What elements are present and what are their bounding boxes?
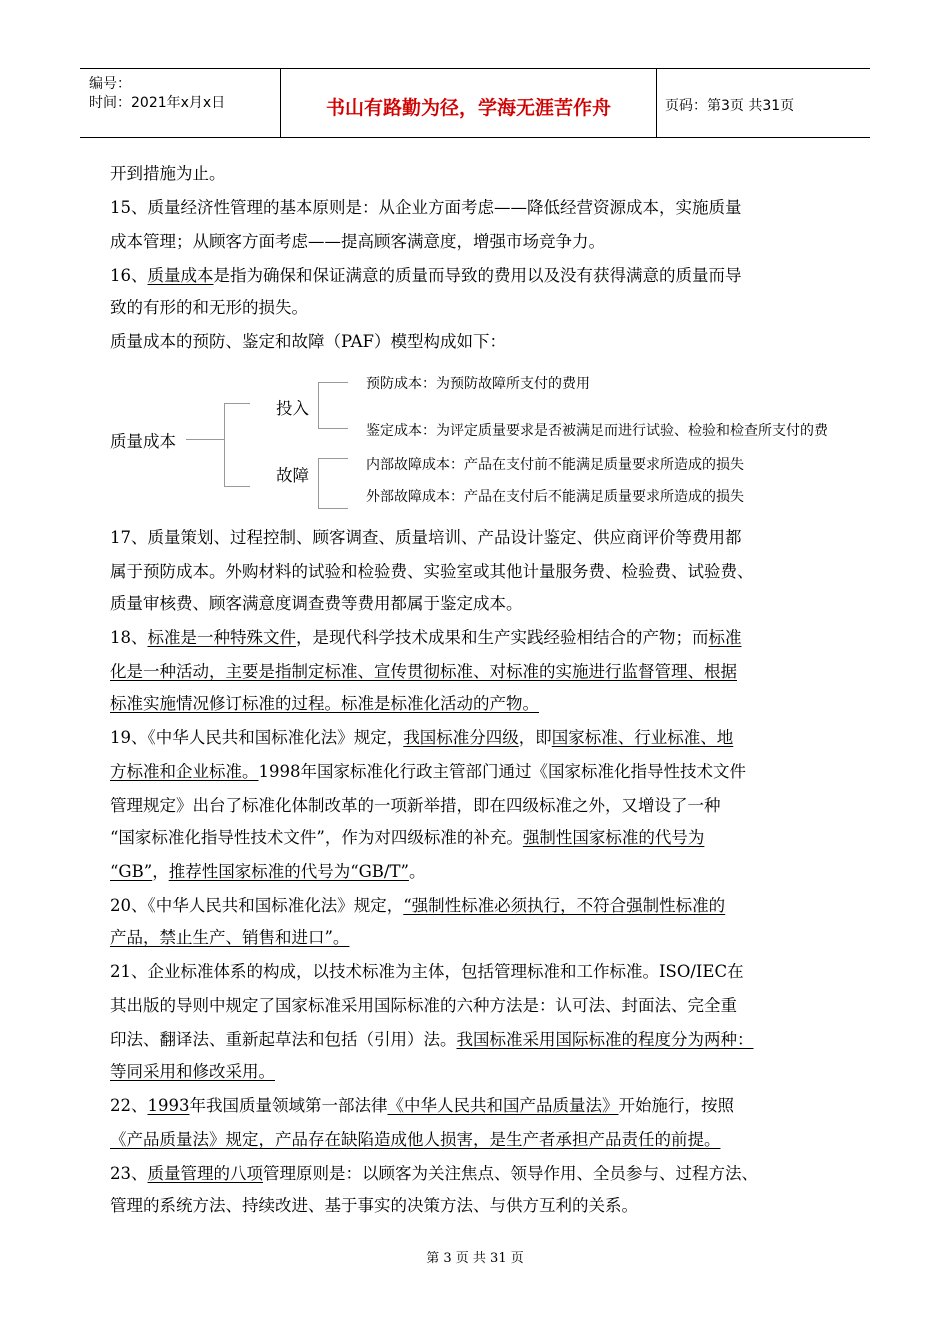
text-line: 产品，禁止生产、销售和进口”。 [110, 928, 350, 947]
text-line: 属于预防成本。外购材料的试验和检验费、实验室或其他计量服务费、检验费、试验费、 [110, 562, 754, 581]
term-mandatory-code: 强制性国家标准的代号为 [522, 828, 705, 847]
text-line: 17、质量策划、过程控制、顾客调查、质量培训、产品设计鉴定、供应商评价等费用都 [110, 528, 742, 547]
diagram-connector [224, 403, 250, 404]
text-line: 化是一种活动，主要是指制定标准、宣传贯彻标准、对标准的实施进行监督管理、根据 [110, 662, 737, 681]
text-line [110, 862, 425, 882]
term-quality-cost: 质量成本 [147, 266, 214, 285]
diagram-leaf-prevention: 预防成本：为预防故障所支付的费用 [366, 376, 590, 392]
term-adoption-degree: 我国标准采用国际标准的程度分为两种： [456, 1030, 754, 1049]
page-label: 页码：第3页 共31页 [665, 98, 795, 114]
text-line [110, 1096, 734, 1116]
number-label: 编号： [89, 76, 131, 92]
diagram-connector [186, 439, 224, 440]
text-line: 成本管理；从顾客方面考虑——提高顾客满意度，增强市场竞争力。 [110, 232, 605, 251]
text-segment: 管理原则是：以顾客为关注焦点、领导作用、全员参与、过程方法、 [263, 1164, 758, 1183]
diagram-connector [318, 428, 348, 429]
diagram-connector [318, 458, 348, 459]
text-segment: “国家标准化指导性技术文件”，作为对四级标准的补充。 [110, 828, 523, 847]
text-segment: 1998年国家标准化行政主管部门通过《国家标准化指导性技术文件 [258, 762, 746, 781]
text-segment: 是指为确保和保证满意的质量而导致的费用以及没有获得满意的质量而导 [213, 266, 742, 285]
term-year: 1993 [147, 1096, 190, 1115]
term-gb: “GB” [110, 862, 153, 881]
text-segment: 20、《中华人民共和国标准化法》规定， [110, 896, 404, 915]
diagram-leaf-external-failure: 外部故障成本：产品在支付后不能满足质量要求所造成的损失 [366, 489, 744, 505]
diagram-connector [318, 508, 348, 509]
diagram-connector [318, 382, 319, 428]
text-line: 标准实施情况修订标准的过程。标准是标准化活动的产物。 [110, 694, 539, 713]
text-line: 质量审核费、顾客满意度调查费等费用都属于鉴定成本。 [110, 594, 523, 613]
text-segment: 23、 [110, 1164, 148, 1183]
text-segment: 年我国质量领域第一部法律 [189, 1096, 388, 1115]
term-four-levels: 我国标准分四级 [403, 728, 519, 747]
time-label: 时间：2021年x月x日 [89, 95, 226, 111]
diagram-connector [224, 403, 225, 486]
text-segment: 。 [408, 862, 426, 881]
diagram-connector [224, 486, 250, 487]
text-segment: ， [152, 862, 169, 881]
page-header [80, 68, 870, 138]
diagram-branch-failure: 故障 [276, 466, 309, 485]
text-line: 管理的系统方法、持续改进、基于事实的决策方法、与供方互利的关系。 [110, 1196, 638, 1215]
text-segment: 印法、翻译法、重新起草法和包括（引用）法。 [110, 1030, 457, 1049]
text-segment: 开始施行，按照 [618, 1096, 734, 1115]
diagram-connector [318, 458, 319, 508]
text-line: 《产品质量法》规定，产品存在缺陷造成他人损害，是生产者承担产品责任的前提。 [110, 1130, 721, 1149]
text-segment: 19、《中华人民共和国标准化法》规定， [110, 728, 404, 747]
text-line [110, 1030, 754, 1050]
diagram-leaf-appraisal: 鉴定成本：为评定质量要求是否被满足而进行试验、检验和检查所支付的费 [366, 423, 828, 439]
text-segment: 16、 [110, 266, 148, 285]
term-standardization: 标准 [708, 628, 742, 647]
text-segment: 18、 [110, 628, 148, 647]
text-line: 其出版的导则中规定了国家标准采用国际标准的六种方法是：认可法、封面法、完全重 [110, 996, 737, 1015]
text-line [110, 896, 725, 916]
diagram-root: 质量成本 [110, 432, 176, 451]
header-info-cell [80, 69, 280, 137]
header-page-cell [656, 69, 870, 137]
term-standard-levels: 国家标准、行业标准、地 [551, 728, 734, 747]
page-footer: 第 3 页 共 31 页 [426, 1251, 524, 1266]
motto: 书山有路勤为径，学海无涯苦作舟 [325, 97, 611, 119]
text-line: 管理规定》出台了标准化体制改革的一项新举措，即在四级标准之外，又增设了一种 [110, 796, 721, 815]
text-line [110, 628, 742, 648]
diagram-leaf-internal-failure: 内部故障成本：产品在支付前不能满足质量要求所造成的损失 [366, 457, 744, 473]
text-line [110, 1164, 758, 1184]
diagram-branch-input: 投入 [276, 399, 309, 418]
text-line: 15、质量经济性管理的基本原则是：从企业方面考虑——降低经营资源成本，实施质量 [110, 198, 742, 217]
term-standard: 标准是一种特殊文件 [147, 628, 296, 647]
term-mandatory-rule: “强制性标准必须执行，不符合强制性标准的 [403, 896, 726, 915]
text-line: 开到措施为止。 [110, 164, 226, 183]
term-eight-principles: 质量管理的八项 [147, 1164, 263, 1183]
term-standard-levels-cont: 方标准和企业标准。 [110, 762, 259, 781]
text-segment: ，即 [518, 728, 552, 747]
text-line: 21、企业标准体系的构成，以技术标准为主体，包括管理标准和工作标准。ISO/IEC在 [110, 962, 744, 981]
diagram-connector [318, 382, 348, 383]
text-segment: ，是现代科学技术成果和生产实践经验相结合的产物；而 [296, 628, 709, 647]
text-line: 致的有形的和无形的损失。 [110, 298, 308, 317]
text-line [110, 728, 733, 748]
text-line [110, 828, 704, 848]
text-line: 质量成本的预防、鉴定和故障（PAF）模型构成如下： [110, 332, 506, 351]
header-motto-cell [280, 69, 657, 137]
term-gbt: 推荐性国家标准的代号为“GB/T” [168, 862, 409, 881]
term-quality-law: 《中华人民共和国产品质量法》 [387, 1096, 619, 1115]
text-line: 等同采用和修改采用。 [110, 1062, 275, 1081]
text-line [110, 266, 742, 286]
text-segment: 22、 [110, 1096, 148, 1115]
text-line [110, 762, 746, 782]
